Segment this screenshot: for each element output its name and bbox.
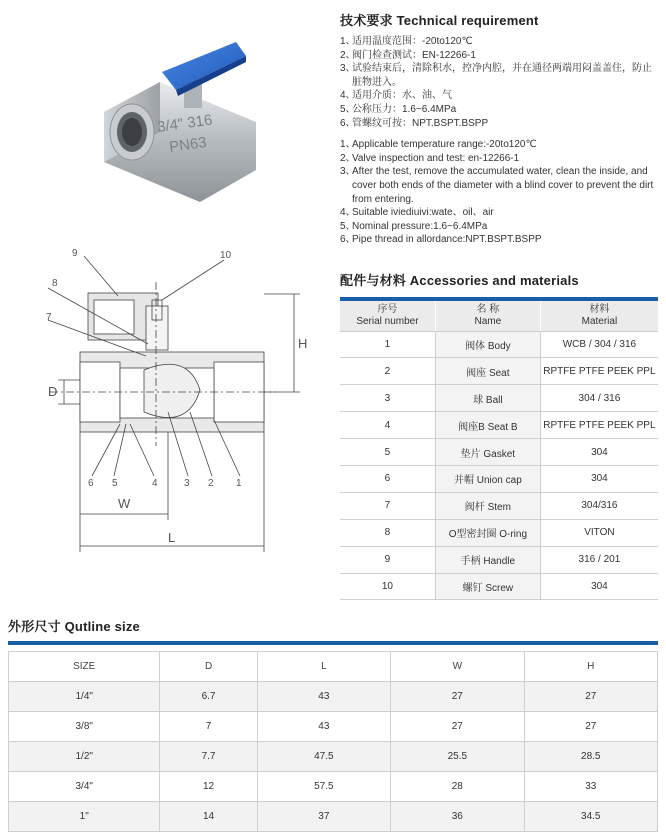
col-d: D: [160, 652, 257, 682]
table-row: 3/4" 12 57.5 28 33: [9, 772, 658, 802]
engraving-line1: 3/4" 316: [156, 111, 214, 136]
list-item: 3、 After the test, remove the accumulated water, clean the inside, and cover both ends of the diameter with a blind cover to prevent the dirt from entering.: [340, 166, 654, 205]
table-row: 8 O型密封圈 O-ring VITON: [340, 519, 658, 546]
engraving-line2: PN63: [168, 133, 208, 156]
list-item: 3、 试验结束后，清除积水，控净内腔，并在通径两端用闷盖盖住，防止脏物进入。: [340, 63, 652, 88]
callout-4: 4: [152, 478, 158, 489]
col-h: H: [524, 652, 657, 682]
table-row: 1/2" 7.7 47.5 25.5 28.5: [9, 742, 658, 772]
dim-w-label: W: [118, 496, 131, 511]
outline-size-title: 外形尺寸 Qutline size: [8, 619, 140, 634]
dim-d-label: D: [48, 384, 58, 399]
table-row: 5 垫片 Gasket 304: [340, 439, 658, 466]
col-w: W: [391, 652, 524, 682]
accessories-title: 配件与材料 Accessories and materials: [340, 273, 579, 288]
outline-size-table: [8, 651, 658, 832]
table-row: 1 阀体 Body WCB / 304 / 316: [340, 331, 658, 358]
callout-2: 2: [208, 478, 214, 489]
list-item: 6、 管螺纹可按：NPT.BSPT.BSPP: [340, 117, 489, 129]
table-row: 9 手柄 Handle 316 / 201: [340, 546, 658, 573]
technical-requirement-title: 技术要求 Technical requirement: [340, 13, 539, 28]
accessories-table: [340, 301, 658, 600]
list-item: 1、 适用温度范围：-20to120℃: [340, 36, 473, 47]
accessories-section: [340, 270, 658, 600]
list-item: 2、 Valve inspection and test: en-12266-1: [340, 152, 520, 164]
table-header-row: [340, 301, 658, 331]
table-row: 7 阀杆 Stem 304/316: [340, 492, 658, 519]
col-l: L: [257, 652, 390, 682]
table-row: 2 阀座 Seat RPTFE PTFE PEEK PPL: [340, 358, 658, 385]
col-name: 名 称 Name: [435, 301, 540, 331]
list-item: 4、 Suitable iviediuivi:wate、oil、air: [340, 207, 494, 219]
technical-requirement-section: [340, 10, 660, 247]
table-row: 3 球 Ball 304 / 316: [340, 385, 658, 412]
outline-size-section: [8, 616, 658, 832]
requirement-list-en: [340, 138, 660, 247]
callout-8: 8: [52, 278, 58, 289]
col-serial-number: 序号 Serial number: [340, 301, 435, 331]
list-item: 6、 Pipe thread in allordance:NPT.BSPT.BSPP: [340, 234, 542, 246]
table-row: 1" 14 37 36 34.5: [9, 802, 658, 832]
table-row: 10 螺钉 Screw 304: [340, 573, 658, 600]
dim-l-label: L: [168, 530, 176, 545]
accent-bar: [8, 641, 658, 645]
callout-6: 6: [88, 478, 94, 489]
table-row: 1/4" 6.7 43 27 27: [9, 682, 658, 712]
requirement-list-cn: [340, 35, 660, 130]
callout-10: 10: [220, 250, 232, 261]
list-item: 1、 Applicable temperature range:-20to120℃: [340, 139, 537, 151]
list-item: 2、 阀门检查测试：EN-12266-1: [340, 49, 476, 61]
table-row: 3/8" 7 43 27 27: [9, 712, 658, 742]
col-size: SIZE: [9, 652, 160, 682]
list-item: 5、 公称压力：1.6~6.4MPa: [340, 103, 457, 115]
dim-h-label: H: [298, 336, 308, 351]
table-header-row: [9, 652, 658, 682]
table-row: 4 阀座B Seat B RPTFE PTFE PEEK PPL: [340, 412, 658, 439]
list-item: 4、 适用介质：水、油、气: [340, 90, 452, 102]
callout-3: 3: [184, 478, 190, 489]
valve-product-photo: [96, 20, 266, 210]
valve-cross-section-drawing: [28, 240, 318, 560]
col-material: 材料 Material: [540, 301, 658, 331]
callout-5: 5: [112, 478, 118, 489]
callout-9: 9: [72, 248, 78, 259]
list-item: 5、 Nominal pressure:1.6~6.4MPa: [340, 220, 488, 232]
callout-1: 1: [236, 478, 242, 489]
table-row: 6 并帽 Union cap 304: [340, 465, 658, 492]
callout-7: 7: [46, 312, 52, 323]
